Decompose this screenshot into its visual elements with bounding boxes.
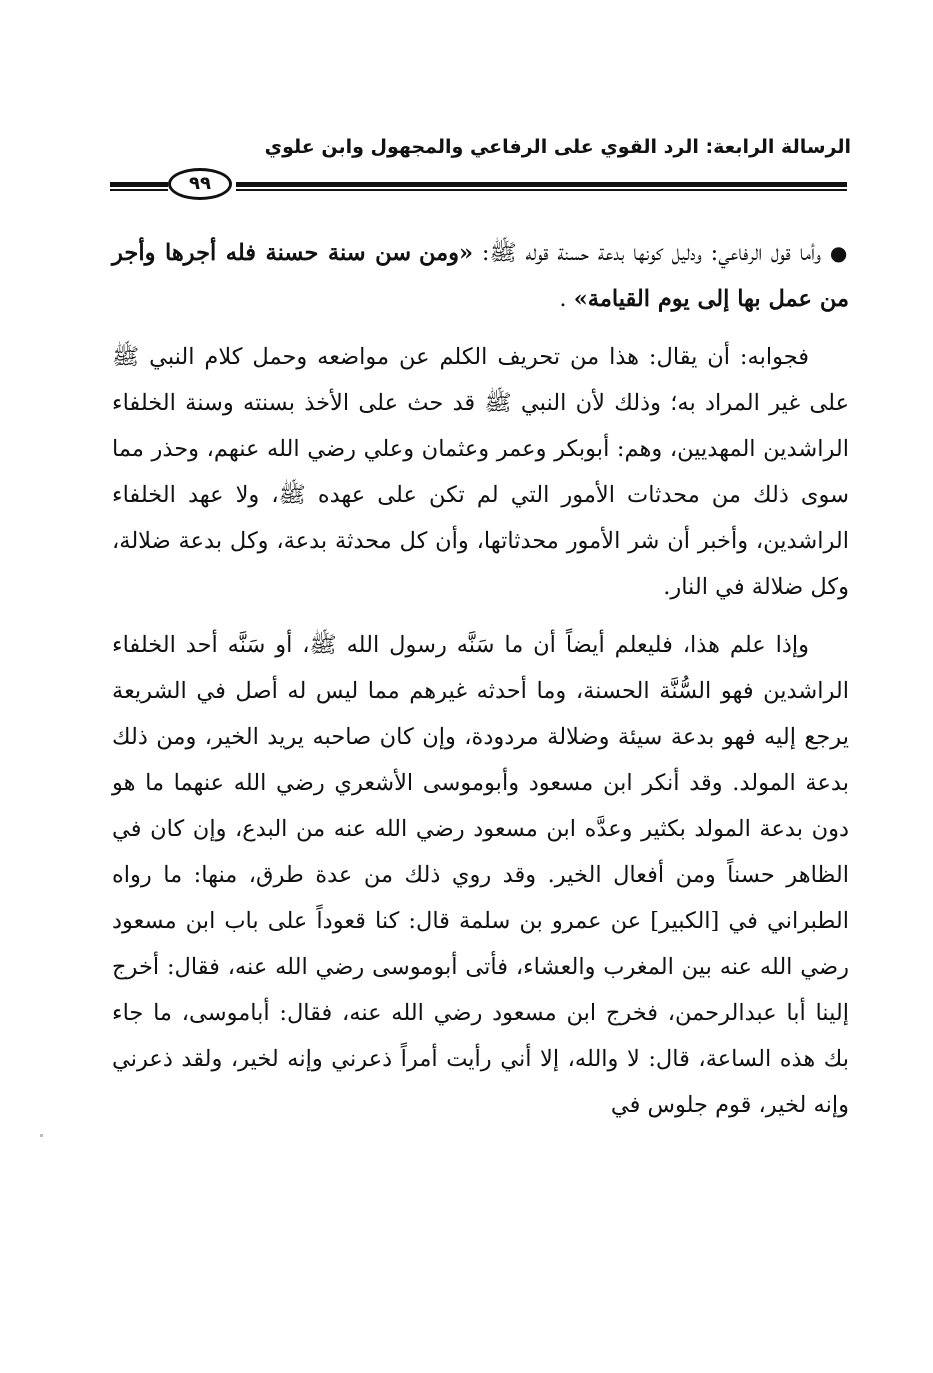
- header-rule: [110, 168, 847, 202]
- paragraph-end: .: [559, 286, 567, 312]
- header-rule-right-thin: [236, 189, 847, 191]
- header-rule-right-thick: [236, 182, 847, 187]
- paragraph-intro: وأما قول الرفاعي: ودليل كونها بدعة حسنة قوله ﷺ:: [473, 240, 822, 266]
- hadith-quote: «ومن سن سنة حسنة فله أجرها وأجر من عمل بها إلى يوم القيامة»: [112, 240, 849, 312]
- paragraph-rifai-claim: [112, 230, 849, 322]
- page-number-badge: ٩٩: [168, 168, 232, 200]
- paragraph-sunnah: وإذا علم هذا، فليعلم أيضاً أن ما سَنَّه رسول الله ﷺ، أو سَنَّه أحد الخلفاء الراشدين فهو السُّنَّة الحسنة، وما أحدثه غيرهم مما ليس له أصل في الشريعة يرجع إليه فهو بدعة سيئة وضلالة مردودة، وإن كان صاحبه يريد الخير، ومن ذلك بدعة المولد. وقد أنكر ابن مسعود وأبوموسى الأشعري رضي الله عنهما ما هو دون بدعة المولد بكثير وعدَّه ابن مسعود رضي الله عنه من البدع، وإن كان في الظاهر حسناً ومن أفعال الخير. وقد روي ذلك من عدة طرق، منها: ما رواه الطبراني في [الكبير] عن عمرو بن سلمة قال: كنا قعوداً على باب ابن مسعود رضي الله عنه بين المغرب والعشاء، فأتى أبوموسى رضي الله عنه، فقال: أخرج إلينا أبا عبدالرحمن، فخرج ابن مسعود رضي الله عنه، فقال: أباموسى، ما جاء بك هذه الساعة، قال: لا والله، إلا أني رأيت أمراً ذعرني وإنه لخير، ولقد ذعرني وإنه لخير، قوم جلوس في: [112, 632, 849, 1118]
- bullet-icon: ●: [829, 241, 849, 265]
- header-rule-left-thin: [110, 189, 168, 191]
- margin-speck: [40, 1134, 43, 1137]
- header-rule-left-thick: [110, 182, 168, 187]
- paragraph-answer: فجوابه: أن يقال: هذا من تحريف الكلم عن مواضعه وحمل كلام النبي ﷺ على غير المراد به؛ وذلك لأن النبي ﷺ قد حث على الأخذ بسنته وسنة الخلفاء الراشدين المهديين، وهم: أبوبكر وعمر وعثمان وعلي رضي الله عنهم، وحذر مما سوى ذلك من محدثات الأمور التي لم تكن على عهده ﷺ، ولا عهد الخلفاء الراشدين، وأخبر أن شر الأمور محدثاتها، وأن كل محدثة بدعة، وكل بدعة ضلالة، وكل ضلالة في النار.: [112, 344, 849, 600]
- body-text: [112, 230, 849, 1128]
- running-header-title: الرسالة الرابعة: الرد القوي على الرفاعي والمجهول وابن علوي: [264, 136, 851, 158]
